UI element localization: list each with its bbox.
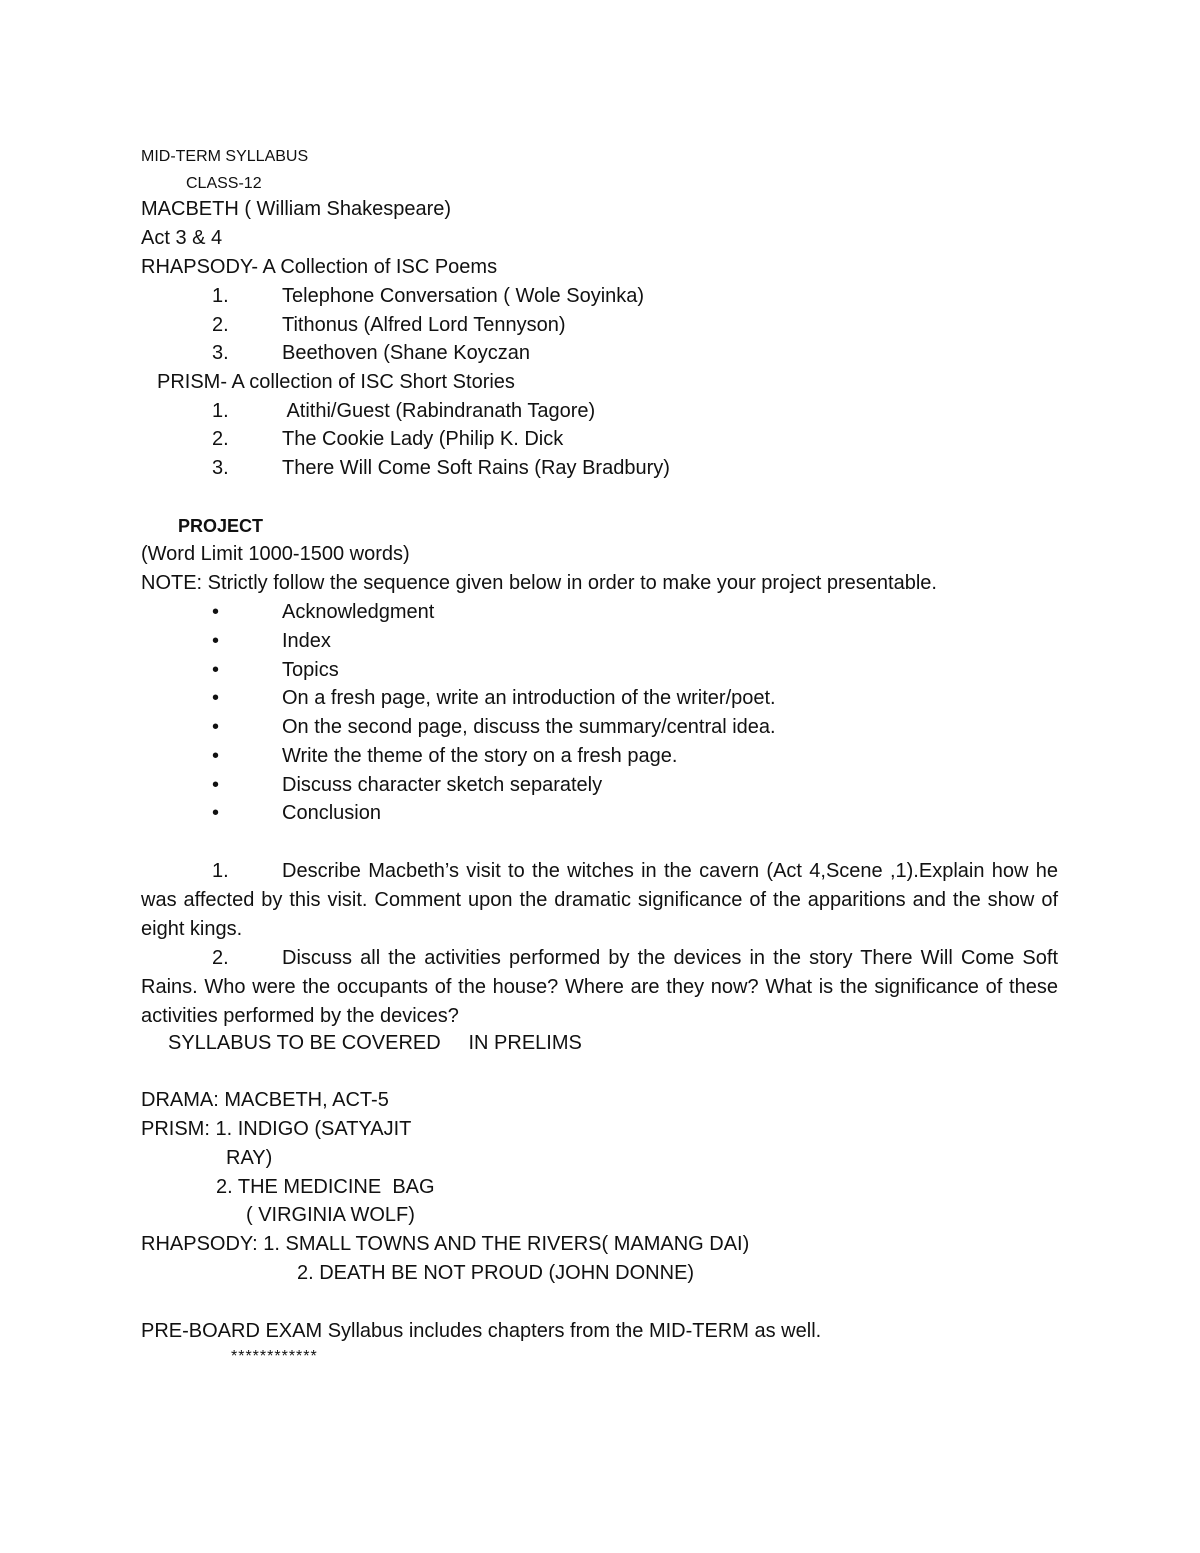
bullet-icon: • xyxy=(212,659,220,681)
bullet-text: Index xyxy=(282,630,331,652)
rhapsody-item xyxy=(212,283,644,309)
item-text: Atithi/Guest (Rabindranath Tagore) xyxy=(282,400,596,422)
macbeth-acts: Act 3 & 4 xyxy=(141,227,223,249)
rhapsody-title: RHAPSODY- A Collection of ISC Poems xyxy=(141,256,498,278)
prism-item xyxy=(212,398,595,424)
macbeth-title: MACBETH ( William Shakespeare) xyxy=(141,198,452,220)
item-text: Tithonus (Alfred Lord Tennyson) xyxy=(282,314,566,336)
bullet-text: Topics xyxy=(282,659,339,681)
class-label: CLASS-12 xyxy=(186,175,262,192)
project-bullet xyxy=(212,714,776,740)
stars-divider: ************ xyxy=(231,1348,318,1365)
prism-item xyxy=(212,455,670,481)
word-limit: (Word Limit 1000-1500 words) xyxy=(141,543,410,565)
question-text: Discuss all the activities performed by the devices in the story There Will Come Soft Rains. Who were the occupants of the house? Where are they now? What is the significance of these activities performed by the devices? xyxy=(141,947,1058,1027)
bullet-text: Conclusion xyxy=(282,802,381,824)
item-text: The Cookie Lady (Philip K. Dick xyxy=(282,428,564,450)
item-text: Telephone Conversation ( Wole Soyinka) xyxy=(282,285,645,307)
question-text: Describe Macbeth’s visit to the witches in the cavern (Act 4,Scene ,1).Explain how he was affected by this visit. Comment upon the dramatic significance of the apparitions and the show of eight kings. xyxy=(141,860,1058,940)
project-question xyxy=(141,944,1058,1031)
item-number: 1. xyxy=(212,400,229,422)
preboard-note: PRE-BOARD EXAM Syllabus includes chapters from the MID-TERM as well. xyxy=(141,1320,822,1342)
bullet-icon: • xyxy=(212,630,220,652)
item-text: There Will Come Soft Rains (Ray Bradbury) xyxy=(282,457,670,479)
project-bullet xyxy=(212,599,434,625)
bullet-text: Write the theme of the story on a fresh page. xyxy=(282,745,678,767)
bullet-text: On the second page, discuss the summary/central idea. xyxy=(282,716,776,738)
prism-item xyxy=(212,426,563,452)
project-bullet xyxy=(212,685,776,711)
item-number: 2. xyxy=(212,314,229,336)
bullet-icon: • xyxy=(212,716,220,738)
bullet-icon: • xyxy=(212,802,220,824)
bullet-text: Acknowledgment xyxy=(282,601,435,623)
rhapsody-item xyxy=(212,312,566,338)
project-question xyxy=(141,857,1058,944)
bullet-icon: • xyxy=(212,774,220,796)
prism-title: PRISM- A collection of ISC Short Stories xyxy=(157,371,515,393)
prelims-rhapsody-line: RHAPSODY: 1. SMALL TOWNS AND THE RIVERS( MAMANG DAI) xyxy=(141,1233,750,1255)
item-number: 3. xyxy=(212,457,229,479)
bullet-icon: • xyxy=(212,687,220,709)
project-bullet xyxy=(212,628,331,654)
item-number: 1. xyxy=(212,285,229,307)
question-number: 1. xyxy=(212,860,229,882)
project-bullet xyxy=(212,657,339,683)
midterm-heading: MID-TERM SYLLABUS xyxy=(141,148,309,165)
bullet-icon: • xyxy=(212,601,220,623)
prelims-prism-line: RAY) xyxy=(226,1147,273,1169)
bullet-text: Discuss character sketch separately xyxy=(282,774,603,796)
prelims-heading: SYLLABUS TO BE COVERED IN PRELIMS xyxy=(168,1032,582,1054)
project-bullet xyxy=(212,772,602,798)
question-number: 2. xyxy=(212,947,229,969)
prelims-rhapsody-line: 2. DEATH BE NOT PROUD (JOHN DONNE) xyxy=(297,1262,695,1284)
project-heading: PROJECT xyxy=(178,516,264,536)
project-bullet xyxy=(212,743,677,769)
prelims-prism-line: PRISM: 1. INDIGO (SATYAJIT xyxy=(141,1118,412,1140)
item-text: Beethoven (Shane Koyczan xyxy=(282,342,530,364)
item-number: 2. xyxy=(212,428,229,450)
prelims-prism-line: ( VIRGINIA WOLF) xyxy=(246,1204,415,1226)
bullet-text: On a fresh page, write an introduction of the writer/poet. xyxy=(282,687,776,709)
prelims-prism-line: 2. THE MEDICINE BAG xyxy=(216,1176,435,1198)
prelims-drama: DRAMA: MACBETH, ACT-5 xyxy=(141,1089,389,1111)
project-bullet xyxy=(212,800,381,826)
item-number: 3. xyxy=(212,342,229,364)
bullet-icon: • xyxy=(212,745,220,767)
rhapsody-item xyxy=(212,340,530,366)
project-note: NOTE: Strictly follow the sequence given below in order to make your project presentable. xyxy=(141,572,937,594)
